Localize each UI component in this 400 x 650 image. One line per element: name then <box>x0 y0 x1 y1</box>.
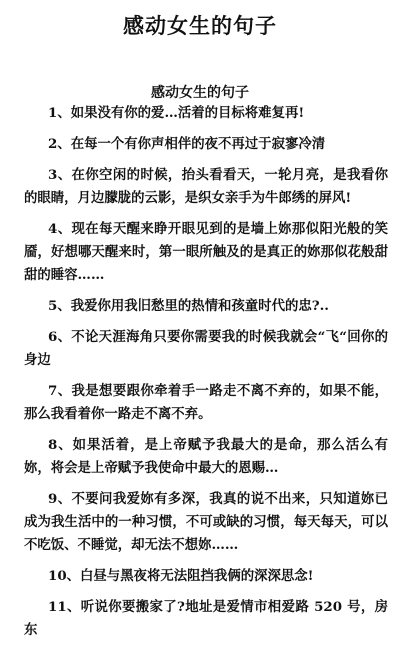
section-title: 感动女生的句子 <box>151 85 249 101</box>
sentence-item-7: 7、我是想要跟你牵着手一路走不离不弃的，如果不能，那么我看着你一路走不离不弃。 <box>24 383 388 422</box>
sentence-item-8: 8、如果活着，是上帝赋予我最大的是命，那么活么有妳，将会是上帝赋予我使命中最大的恩赐… <box>24 437 388 476</box>
sentence-item-2: 2、在每一个有你声相伴的夜不再过于寂寥冷清 <box>48 136 326 152</box>
sentence-item-9: 9、不要问我爱妳有多深，我真的说不出来，只知道妳已成为我生活中的一种习惯，不可或缺的习惯，每天每天，可以不吃饭、不睡觉，却无法不想妳…… <box>24 491 388 553</box>
sentence-list <box>24 102 388 650</box>
sentence-item-5: 5、我爱你用我旧愁里的热情和孩童时代的忠?.. <box>48 298 329 314</box>
sentence-item-6: 6、不论天涯海角只要你需要我的时候我就会“飞“回你的身边 <box>24 329 388 368</box>
sentence-item-4: 4、现在每天醒来睁开眼见到的是墙上妳那似阳光般的笑靥，好想哪天醒来时，第一眼所触及的是真正的妳那似花般甜甜的睡容…… <box>24 221 388 283</box>
sentence-item-1: 1、如果没有你的爱…活着的目标将难复再! <box>48 105 305 121</box>
sentence-item-10: 10、白昼与黑夜将无法阻挡我俩的深深思念! <box>48 568 314 584</box>
page-title: 感动女生的句子 <box>123 14 277 38</box>
sentence-item-11: 11、听说你要搬家了?地址是爱情市相爱路 520 号，房东 <box>24 599 388 638</box>
sentence-item-3: 3、在你空闲的时候，抬头看看天，一轮月亮，是我看你的眼睛，月边朦胧的云影，是织女亲手为牛郎绣的屏风! <box>24 167 388 206</box>
